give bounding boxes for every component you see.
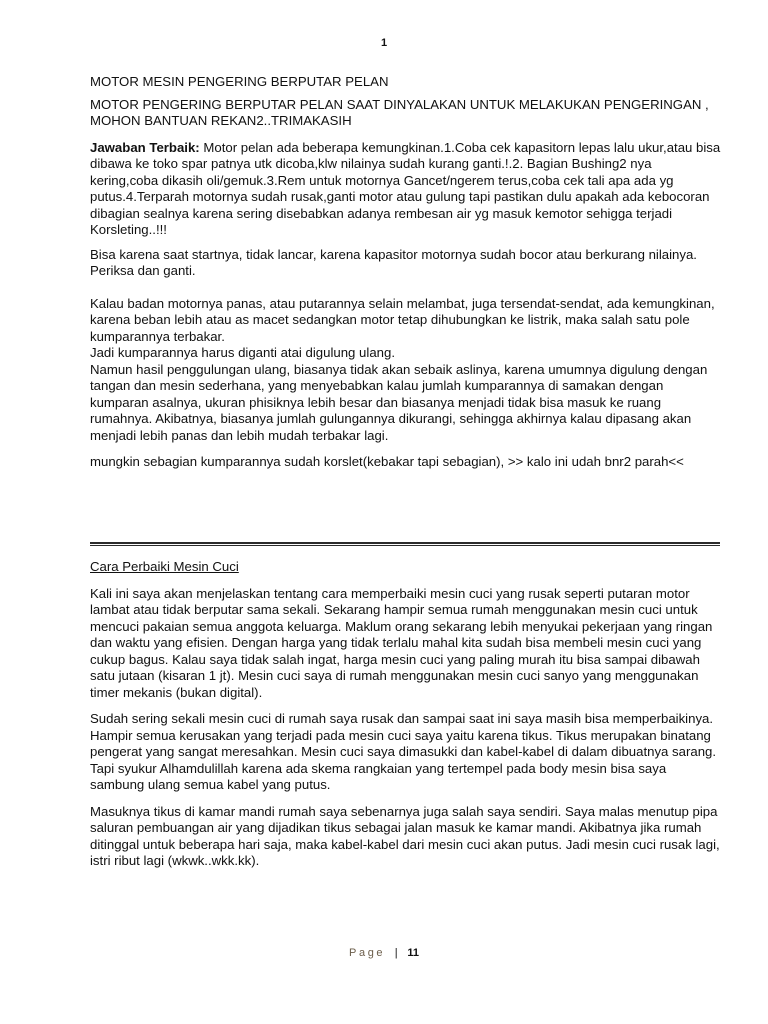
best-answer-text: Motor pelan ada beberapa kemungkinan.1.Coba cek kapasitorn lepas lalu ukur,atau bisa dibawa ke toko spar patnya utk dicoba,klw nilainya sudah kurang ganti.!.2. Bagian Bushing2 nya kering,coba dikasih oli/gemuk.3.Rem untuk motornya Gancet/ngerem terus,coba cek tali apa ada yg putus.4.Terparah motornya sudah rusak,ganti motor atau gulung tapi pastikan dulu apakah ada kebocoran dibagian sealnya karena sering disebabkan adanya rembesan air yg masuk kemotor sehigga terjadi Korsleting..!!! bbox=[90, 139, 721, 237]
footer-page-number: 11 bbox=[407, 947, 419, 959]
paragraph-kumparan: Kalau badan motornya panas, atau putarannya selain melambat, juga tersendat-sendat, ada kemungkinan, karena beban lebih atau as macet sedangkan motor tetap dihubungkan ke listrik, maka salah satu pole kumparannya terbakar. Jadi kumparannya harus diganti atai digulung ulang. Namun hasil penggulungan ulang, biasanya tidak akan sebaik aslinya, karena umumnya digulung dengan tangan dan mesin sederhana, yang menyebabkan kalau jumlah kumparannya di samakan dengan kumparan asalnya, ukuran phisiknya lebih besar dan biasanya menjadi tidak bisa masuk ke ruang rumahnya. Akibatnya, biasanya jumlah gulungannya dikurangi, sehingga akhirnya kalau dipasang akan menjadi lebih panas dan lebih mudah terbakar lagi. bbox=[90, 295, 715, 443]
footer-page-label: Page bbox=[349, 947, 386, 959]
footer-separator: | bbox=[394, 947, 398, 959]
article-cara-perbaiki bbox=[90, 559, 722, 870]
best-answer bbox=[90, 140, 722, 239]
section-title: Cara Perbaiki Mesin Cuci bbox=[90, 559, 239, 574]
article-title: MOTOR MESIN PENGERING BERPUTAR PELAN bbox=[90, 74, 389, 89]
paragraph-tikus: Sudah sering sekali mesin cuci di rumah saya rusak dan sampai saat ini saya masih bisa memperbaikinya. Hampir semua kerusakan yang terjadi pada mesin cuci saya yaitu karena tikus. Tikus merupakan binatang pengerat yang sangat meresahkan. Mesin cuci saya dimasukki dan kabel-kabel di dalam dibuatnya sarang. Tapi syukur Alhamdulillah karena ada skema rangkaian yang tertempel pada body mesin bisa saya sambung ulang semua kabel yang putus. bbox=[90, 711, 717, 792]
article-motor-pengering bbox=[90, 74, 722, 471]
header-page-number: 1 bbox=[380, 37, 388, 49]
section-divider bbox=[90, 542, 720, 546]
paragraph-kapasitor: Bisa karena saat startnya, tidak lancar, karena kapasitor motornya sudah bocor atau berkurang nilainya. Periksa dan ganti. bbox=[90, 246, 697, 278]
page-footer bbox=[0, 947, 768, 959]
paragraph-pipa: Masuknya tikus di kamar mandi rumah saya sebenarnya juga salah saya sendiri. Saya malas menutup pipa saluran pembuangan air yang dijadikan tikus sebagai jalan masuk ke kamar mandi. Akibatnya jika rumah ditinggal untuk beberapa hari saja, maka kabel-kabel dari mesin cuci akan putus. Jadi mesin cuci rusak lagi, istri ribut lagi (wkwk..wkk.kk). bbox=[90, 803, 720, 868]
question-text: MOTOR PENGERING BERPUTAR PELAN SAAT DINYALAKAN UNTUK MELAKUKAN PENGERINGAN , MOHON BANTUAN REKAN2..TRIMAKASIH bbox=[90, 96, 709, 128]
paragraph-korslet: mungkin sebagian kumparannya sudah korslet(kebakar tapi sebagian), >> kalo ini udah bnr2 parah<< bbox=[90, 454, 684, 469]
best-answer-label: Jawaban Terbaik: bbox=[90, 139, 200, 155]
paragraph-intro: Kali ini saya akan menjelaskan tentang cara memperbaiki mesin cuci yang rusak seperti putaran motor lambat atau tidak berputar sama sekali. Sekarang hampir semua rumah menggunakan mesin cuci untuk mencuci pakaian semua anggota keluarga. Maklum orang sekarang lebih menyukai pekerjaan yang ringan dan waktu yang efisien. Dengan harga yang tidak terlalu mahal kita sudah bisa membeli mesin cuci yang cukup bagus. Kalau saya tidak salah ingat, harga mesin cuci yang paling murah itu bisa sampai dibawah satu jutaan (kisaran 1 jt). Mesin cuci saya di rumah menggunakan mesin cuci sanyo yang menggunakan timer mekanis (bukan digital). bbox=[90, 585, 713, 700]
